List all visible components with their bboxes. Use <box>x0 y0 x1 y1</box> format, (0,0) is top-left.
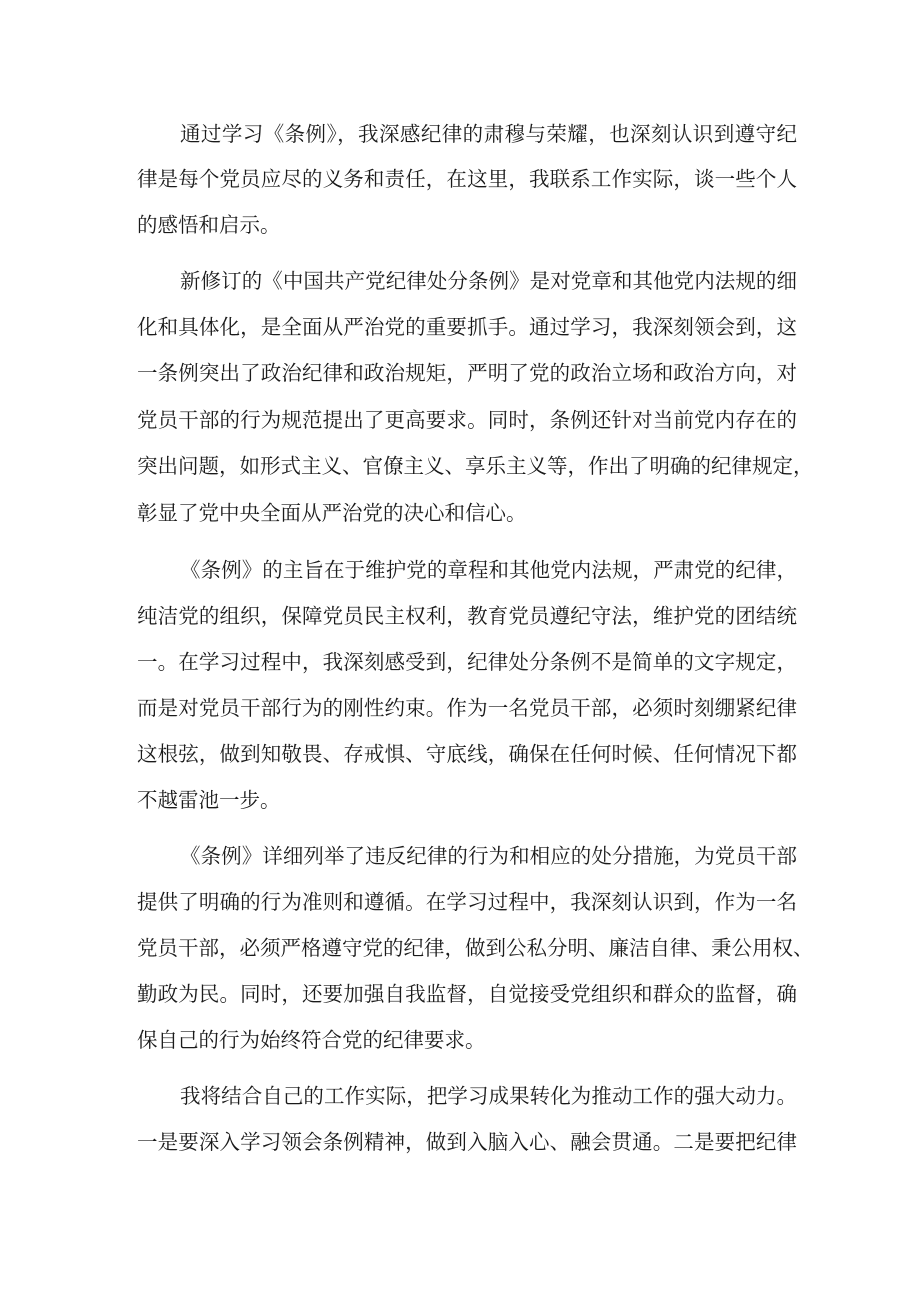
paragraph-3-line-3: 一。在学习过程中，我深刻感受到，纪律处分条例不是简单的文字规定， <box>137 650 797 674</box>
paragraph-3-line-5: 这根弦，做到知敬畏、存戒惧、守底线，确保在任何时候、任何情况下都 <box>137 742 797 766</box>
paragraph-2-line-3: 一条例突出了政治纪律和政治规矩，严明了党的政治立场和政治方向，对 <box>137 361 797 385</box>
paragraph-3-line-2: 纯洁党的组织，保障党员民主权利，教育党员遵纪守法，维护党的团结统 <box>137 604 797 628</box>
paragraph-2-line-2: 化和具体化，是全面从严治党的重要抓手。通过学习，我深刻领会到，这 <box>137 315 797 339</box>
paragraph-1-line-2: 律是每个党员应尽的义务和责任，在这里，我联系工作实际，谈一些个人 <box>137 167 797 191</box>
paragraph-3-line-1: 《条例》的主旨在于维护党的章程和其他党内法规，严肃党的纪律， <box>180 558 797 582</box>
paragraph-2-line-6: 彰显了党中央全面从严治党的决心和信心。 <box>137 501 527 525</box>
paragraph-4-line-2: 提供了明确的行为准则和遵循。在学习过程中，我深刻认识到，作为一名 <box>137 890 797 914</box>
paragraph-1-line-1: 通过学习《条例》，我深感纪律的肃穆与荣耀，也深刻认识到遵守纪 <box>180 122 797 146</box>
paragraph-5-line-2: 一是要深入学习领会条例精神，做到入脑入心、融会贯通。二是要把纪律 <box>137 1130 797 1154</box>
paragraph-2-line-5: 突出问题，如形式主义、官僚主义、享乐主义等，作出了明确的纪律规定， <box>137 454 814 478</box>
paragraph-2-line-1: 新修订的《中国共产党纪律处分条例》是对党章和其他党内法规的细 <box>180 269 797 293</box>
paragraph-3-line-4: 而是对党员干部行为的刚性约束。作为一名党员干部，必须时刻绷紧纪律 <box>137 696 797 720</box>
paragraph-4-line-5: 保自己的行为始终符合党的纪律要求。 <box>137 1028 486 1052</box>
paragraph-4-line-3: 党员干部，必须严格遵守党的纪律，做到公私分明、廉洁自律、秉公用权、 <box>137 936 814 960</box>
paragraph-4-line-1: 《条例》详细列举了违反纪律的行为和相应的处分措施，为党员干部 <box>180 844 797 868</box>
paragraph-5-line-1: 我将结合自己的工作实际，把学习成果转化为推动工作的强大动力。 <box>180 1084 797 1108</box>
paragraph-2-line-4: 党员干部的行为规范提出了更高要求。同时，条例还针对当前党内存在的 <box>137 408 797 432</box>
paragraph-3-line-6: 不越雷池一步。 <box>137 788 281 812</box>
paragraph-4-line-4: 勤政为民。同时，还要加强自我监督，自觉接受党组织和群众的监督，确 <box>137 982 797 1006</box>
paragraph-1-line-3: 的感悟和启示。 <box>137 213 281 237</box>
